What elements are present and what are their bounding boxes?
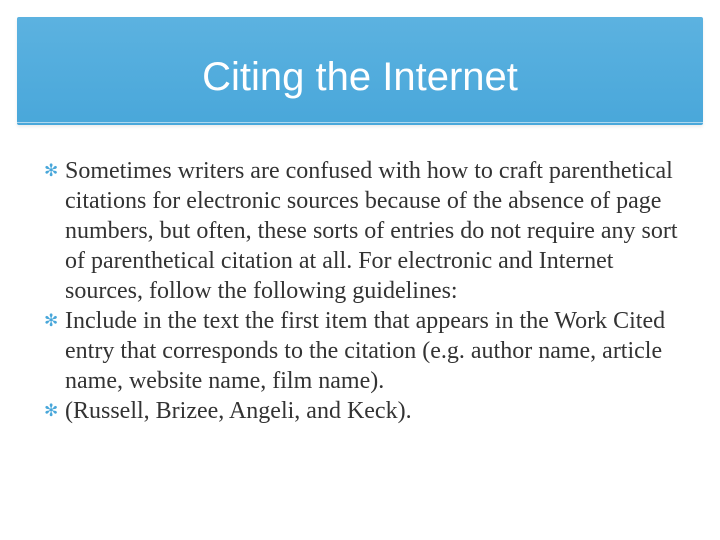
bullet-item [44,156,684,306]
bullet-text: Include in the text the first item that appears in the Work Cited entry that corresponds to the citation (e.g. author name, article name, website name, film name). [65,308,666,394]
asterisk-bullet-icon: ✻ [44,401,59,420]
slide-title: Citing the Internet [202,55,518,99]
title-divider [17,122,703,123]
asterisk-bullet-icon: ✻ [44,311,59,330]
bullet-item [44,306,684,396]
bullet-text: (Russell, Brizee, Angeli, and Keck). [65,398,412,424]
asterisk-bullet-icon: ✻ [44,161,59,180]
bullet-list [44,156,684,426]
bullet-text: Sometimes writers are confused with how to craft parenthetical citations for electronic sources because of the absence of page numbers, but often, these sorts of entries do not require any sort of parenthetical citation at all. For electronic and Internet sources, follow the following guidelines: [65,158,678,304]
bullet-item [44,396,684,426]
